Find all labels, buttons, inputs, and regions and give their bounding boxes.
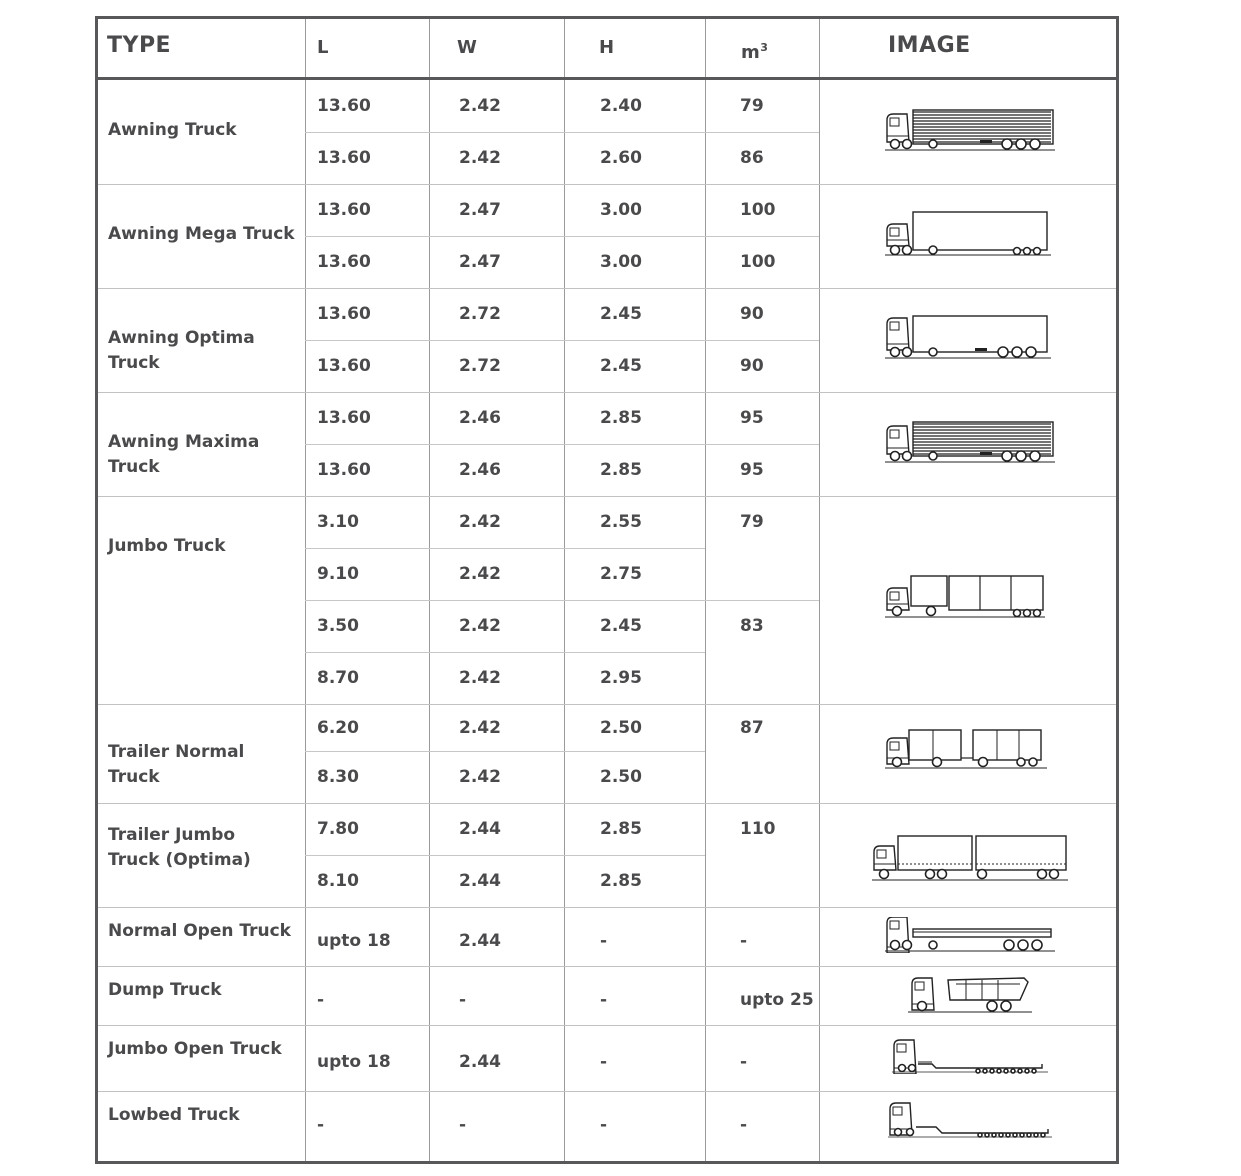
cell-l: upto 18 — [317, 931, 391, 951]
type-label: Jumbo Open Truck — [108, 1039, 282, 1059]
trailer-normal-truck-icon — [885, 728, 1055, 776]
cell-w: 2.42 — [459, 96, 501, 116]
cell-l: 13.60 — [317, 96, 371, 116]
cell-h: - — [600, 931, 608, 951]
cell-w: 2.42 — [459, 668, 501, 688]
type-label: Dump Truck — [108, 980, 222, 1000]
type-label: Awning Truck — [108, 120, 237, 140]
type-label: Normal Open Truck — [108, 921, 291, 941]
header-l: L — [317, 37, 329, 58]
awning-truck-icon — [885, 106, 1055, 154]
cell-h: 2.50 — [600, 767, 642, 787]
header-divider — [98, 77, 1116, 80]
cell-h: 2.95 — [600, 668, 642, 688]
cell-l: 3.50 — [317, 616, 359, 636]
header-m3-unit: m — [741, 42, 761, 63]
col-divider — [429, 19, 430, 1161]
cell-l: 7.80 — [317, 819, 359, 839]
row-divider — [305, 751, 705, 752]
cell-l: - — [317, 990, 325, 1010]
header-m3-exponent: 3 — [760, 41, 769, 54]
cell-m3: 87 — [740, 718, 764, 738]
group-divider — [98, 392, 1116, 393]
cell-h: - — [600, 990, 608, 1010]
cell-l: 8.10 — [317, 871, 359, 891]
type-label: Awning Maxima Truck — [108, 432, 260, 477]
lowbed-truck-icon — [888, 1099, 1052, 1139]
cell-l: 13.60 — [317, 148, 371, 168]
row-divider — [305, 132, 819, 133]
cell-m3: 90 — [740, 304, 764, 324]
cell-l: 6.20 — [317, 718, 359, 738]
cell-l: 13.60 — [317, 460, 371, 480]
col-divider — [305, 19, 306, 1161]
type-label: Trailer Jumbo Truck (Optima) — [108, 825, 251, 870]
group-divider — [98, 496, 1116, 497]
cell-h: 2.55 — [600, 512, 642, 532]
cell-l: upto 18 — [317, 1052, 391, 1072]
type-label: Trailer Normal Truck — [108, 741, 245, 787]
cell-w: - — [459, 990, 467, 1010]
cell-l: 9.10 — [317, 564, 359, 584]
jumbo-open-truck-icon — [892, 1038, 1048, 1074]
cell-h: 2.45 — [600, 304, 642, 324]
trailer-jumbo-truck-icon — [872, 834, 1068, 884]
cell-h: 2.60 — [600, 148, 642, 168]
type-label: Lowbed Truck — [108, 1105, 240, 1125]
header-w: W — [457, 37, 478, 58]
cell-l: 8.30 — [317, 767, 359, 787]
cell-w: 2.42 — [459, 564, 501, 584]
awning-mega-truck-icon — [885, 210, 1055, 258]
cell-h: 2.45 — [600, 356, 642, 376]
normal-open-truck-icon — [885, 917, 1055, 953]
dump-truck-icon — [908, 974, 1032, 1014]
cell-h: - — [600, 1115, 608, 1135]
cell-l: 13.60 — [317, 408, 371, 428]
cell-w: 2.42 — [459, 767, 501, 787]
cell-l: 13.60 — [317, 356, 371, 376]
group-divider — [98, 1091, 1116, 1092]
cell-w: 2.47 — [459, 252, 501, 272]
cell-w: 2.47 — [459, 200, 501, 220]
cell-h: 2.75 — [600, 564, 642, 584]
cell-m3: 79 — [740, 96, 764, 116]
cell-m3: 100 — [740, 252, 776, 272]
cell-m3: upto 25 — [740, 990, 814, 1010]
group-divider — [98, 184, 1116, 185]
cell-h: 2.50 — [600, 718, 642, 738]
type-label: Jumbo Truck — [108, 536, 226, 556]
col-divider — [705, 19, 706, 1161]
cell-h: 2.85 — [600, 460, 642, 480]
row-divider — [305, 855, 705, 856]
row-divider — [305, 600, 819, 601]
cell-l: - — [317, 1115, 325, 1135]
cell-w: 2.44 — [459, 1052, 501, 1072]
cell-w: 2.44 — [459, 931, 501, 951]
header-image: IMAGE — [888, 33, 971, 58]
cell-l: 8.70 — [317, 668, 359, 688]
cell-w: 2.44 — [459, 819, 501, 839]
jumbo-truck-icon — [885, 574, 1055, 622]
cell-l: 13.60 — [317, 304, 371, 324]
cell-h: 2.45 — [600, 616, 642, 636]
cell-l: 13.60 — [317, 200, 371, 220]
cell-h: 2.40 — [600, 96, 642, 116]
cell-h: 2.85 — [600, 819, 642, 839]
group-divider — [98, 803, 1116, 804]
cell-h: 3.00 — [600, 200, 642, 220]
cell-w: 2.44 — [459, 871, 501, 891]
group-divider — [98, 966, 1116, 967]
group-divider — [98, 704, 1116, 705]
truck-spec-table — [95, 16, 1119, 1164]
cell-h: - — [600, 1052, 608, 1072]
cell-m3: 95 — [740, 460, 764, 480]
group-divider — [98, 288, 1116, 289]
row-divider — [305, 236, 819, 237]
row-divider — [305, 548, 705, 549]
row-divider — [305, 652, 705, 653]
cell-l: 3.10 — [317, 512, 359, 532]
header-type: TYPE — [107, 33, 172, 58]
col-divider — [564, 19, 565, 1161]
cell-m3: - — [740, 931, 748, 951]
cell-m3: 79 — [740, 512, 764, 532]
cell-w: - — [459, 1115, 467, 1135]
awning-optima-truck-icon — [885, 314, 1055, 362]
cell-w: 2.46 — [459, 408, 501, 428]
group-divider — [98, 1025, 1116, 1026]
cell-m3: 86 — [740, 148, 764, 168]
header-h: H — [599, 37, 615, 58]
type-label: Awning Optima Truck — [108, 328, 255, 373]
awning-maxima-truck-icon — [885, 418, 1055, 466]
cell-w: 2.72 — [459, 304, 501, 324]
table-grid — [98, 19, 1116, 1161]
header-m3 — [741, 36, 768, 65]
group-divider — [98, 907, 1116, 908]
row-divider — [305, 444, 819, 445]
cell-w: 2.42 — [459, 512, 501, 532]
cell-l: 13.60 — [317, 252, 371, 272]
cell-m3: 100 — [740, 200, 776, 220]
cell-h: 2.85 — [600, 408, 642, 428]
cell-h: 2.85 — [600, 871, 642, 891]
cell-h: 3.00 — [600, 252, 642, 272]
cell-w: 2.46 — [459, 460, 501, 480]
cell-m3: 90 — [740, 356, 764, 376]
cell-w: 2.42 — [459, 148, 501, 168]
cell-m3: 110 — [740, 819, 776, 839]
cell-m3: - — [740, 1052, 748, 1072]
type-label: Awning Mega Truck — [108, 224, 295, 244]
cell-m3: - — [740, 1115, 748, 1135]
cell-w: 2.42 — [459, 616, 501, 636]
col-divider — [819, 19, 820, 1161]
cell-m3: 83 — [740, 616, 764, 636]
cell-m3: 95 — [740, 408, 764, 428]
cell-w: 2.72 — [459, 356, 501, 376]
row-divider — [305, 340, 819, 341]
cell-w: 2.42 — [459, 718, 501, 738]
